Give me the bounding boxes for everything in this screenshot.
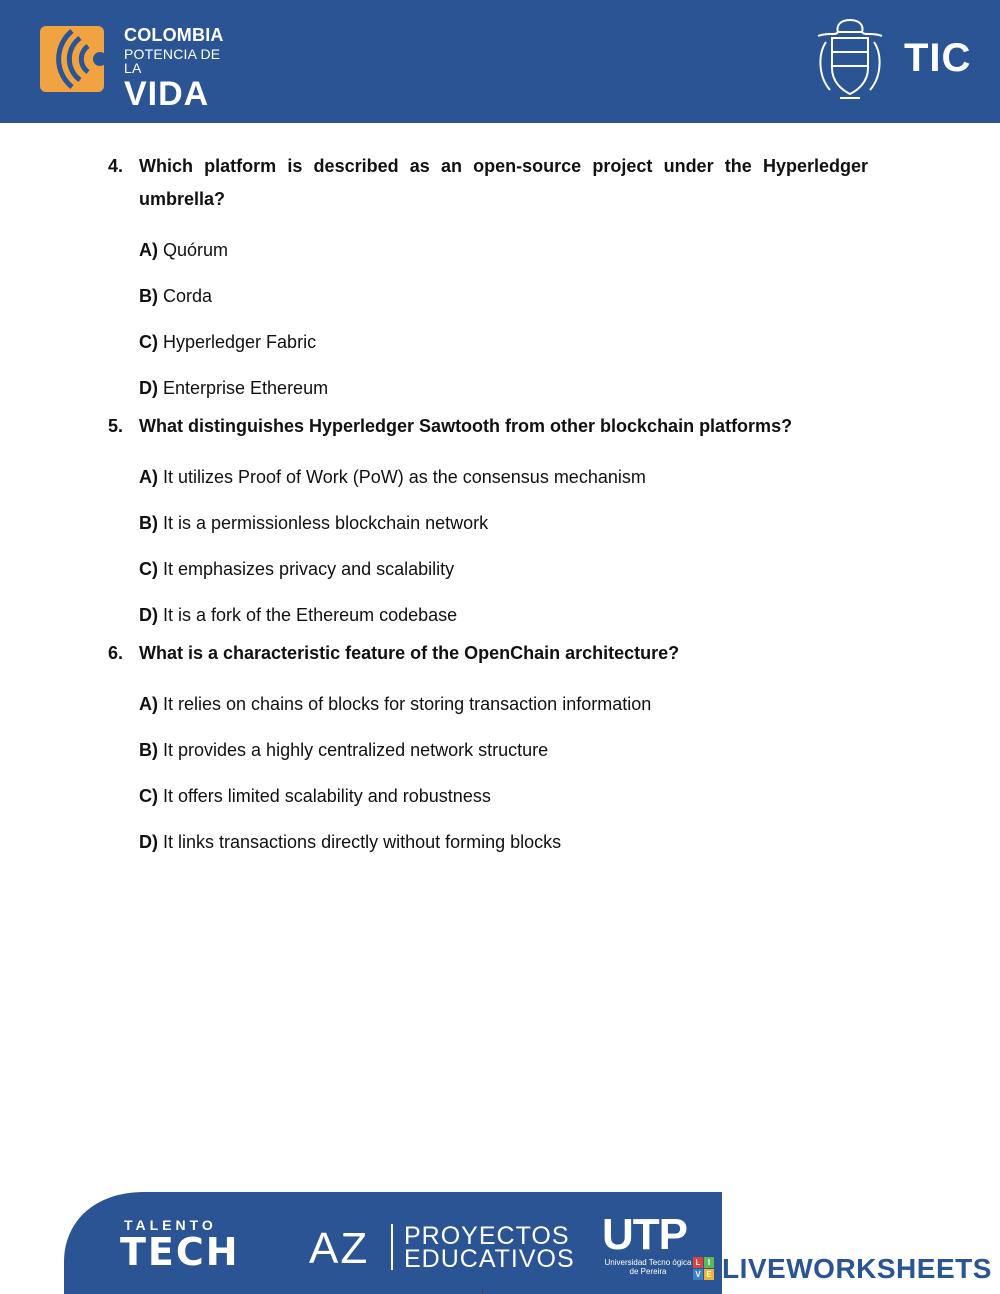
live-letter-i: I bbox=[704, 1257, 714, 1268]
question-number: 6. bbox=[108, 643, 124, 663]
option-text: Corda bbox=[158, 286, 213, 306]
option-letter: D) bbox=[139, 832, 158, 852]
signal-waves-icon bbox=[40, 26, 104, 92]
options-5 bbox=[139, 465, 868, 627]
question-text: What distinguishes Hyperledger Sawtooth from other blockchain platforms? bbox=[139, 416, 793, 436]
option-4a[interactable] bbox=[139, 238, 868, 262]
colombia-logo bbox=[40, 25, 240, 113]
liveworksheets-watermark[interactable]: LIVEWORKSHEETS bbox=[722, 1253, 992, 1284]
educativos-line: EDUCATIVOS bbox=[404, 1245, 575, 1273]
option-letter: B) bbox=[139, 740, 158, 760]
page-footer bbox=[64, 1192, 722, 1294]
option-4b[interactable] bbox=[139, 284, 868, 308]
option-5c[interactable] bbox=[139, 557, 868, 581]
option-letter: C) bbox=[139, 559, 158, 579]
utp-subtitle-line-1: Universidad Tecno ógica bbox=[604, 1258, 692, 1267]
option-letter: D) bbox=[139, 605, 158, 625]
option-letter: C) bbox=[139, 332, 158, 352]
live-badge bbox=[693, 1257, 715, 1281]
utp-subtitle bbox=[601, 1258, 695, 1276]
option-text: It is a permissionless blockchain network bbox=[158, 513, 489, 533]
option-text: It offers limited scalability and robustness bbox=[158, 786, 491, 806]
question-number: 4. bbox=[108, 156, 124, 176]
option-letter: A) bbox=[139, 694, 158, 714]
option-5b[interactable] bbox=[139, 511, 868, 535]
option-6d[interactable] bbox=[139, 830, 868, 854]
utp-subtitle-line-2: de Pereira bbox=[629, 1267, 667, 1276]
option-text: Hyperledger Fabric bbox=[158, 332, 317, 352]
talento-label: TALENTO bbox=[124, 1217, 217, 1233]
option-text: It provides a highly centralized network structure bbox=[158, 740, 549, 760]
option-text: It links transactions directly without forming blocks bbox=[158, 832, 562, 852]
option-6c[interactable] bbox=[139, 784, 868, 808]
option-5d[interactable] bbox=[139, 603, 868, 627]
logo-line-3: VIDA bbox=[124, 75, 210, 113]
tech-logo: TECH bbox=[120, 1230, 240, 1274]
page-header bbox=[0, 0, 1000, 123]
option-text: Enterprise Ethereum bbox=[158, 378, 329, 398]
proyectos-line: PROYECTOS bbox=[404, 1222, 570, 1250]
worksheet-content bbox=[108, 150, 868, 854]
option-text: It is a fork of the Ethereum codebase bbox=[158, 605, 458, 625]
question-number: 5. bbox=[108, 416, 124, 436]
question-4 bbox=[108, 150, 868, 216]
option-text: It emphasizes privacy and scalability bbox=[158, 559, 455, 579]
tic-label: TIC bbox=[904, 36, 972, 80]
option-text: It utilizes Proof of Work (PoW) as the consensus mechanism bbox=[158, 467, 646, 487]
options-6 bbox=[139, 692, 868, 854]
options-4 bbox=[139, 238, 868, 400]
logo-line-1: COLOMBIA bbox=[124, 25, 224, 45]
live-letter-e: E bbox=[704, 1269, 714, 1280]
option-letter: A) bbox=[139, 240, 158, 260]
option-letter: B) bbox=[139, 286, 158, 306]
mintic-logo bbox=[810, 14, 980, 104]
live-letter-v: V bbox=[693, 1269, 703, 1280]
coat-of-arms-icon bbox=[810, 14, 890, 102]
question-text: Which platform is described as an open-source project under the Hyperledger umbrella? bbox=[139, 156, 868, 209]
option-6a[interactable] bbox=[139, 692, 868, 716]
option-letter: B) bbox=[139, 513, 158, 533]
option-text: It relies on chains of blocks for storing transaction information bbox=[158, 694, 652, 714]
logo-line-2: POTENCIA DE LA bbox=[124, 46, 221, 76]
option-5a[interactable] bbox=[139, 465, 868, 489]
question-5 bbox=[108, 410, 868, 443]
question-text: What is a characteristic feature of the OpenChain architecture? bbox=[139, 643, 680, 663]
az-logo: AZ bbox=[309, 1224, 370, 1273]
proyectos-educativos-logo bbox=[404, 1222, 575, 1273]
option-letter: C) bbox=[139, 786, 158, 806]
option-letter: D) bbox=[139, 378, 158, 398]
utp-logo: UTP bbox=[602, 1210, 687, 1259]
option-4d[interactable] bbox=[139, 376, 868, 400]
option-4c[interactable] bbox=[139, 330, 868, 354]
option-letter: A) bbox=[139, 467, 158, 487]
live-letter-l: L bbox=[693, 1257, 703, 1268]
option-6b[interactable] bbox=[139, 738, 868, 762]
logo-divider bbox=[391, 1224, 393, 1270]
question-6 bbox=[108, 637, 868, 670]
option-text: Quórum bbox=[158, 240, 229, 260]
page-marker bbox=[482, 1288, 483, 1294]
